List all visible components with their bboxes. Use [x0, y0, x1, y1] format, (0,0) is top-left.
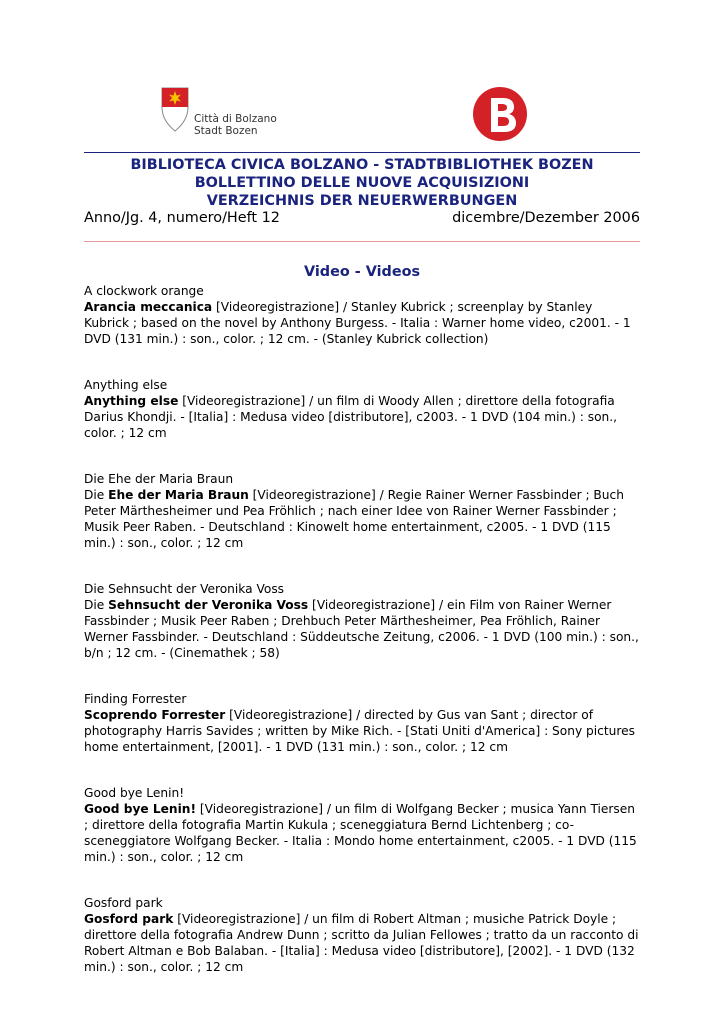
title-prefix: Die: [84, 488, 109, 502]
entry-description: [84, 707, 640, 755]
list-item: [84, 377, 640, 441]
original-title: Gosford park: [84, 896, 163, 910]
city-name-german: Stadt Bozen: [194, 125, 258, 137]
list-item: [84, 471, 640, 551]
entry-description: [84, 487, 640, 551]
entry-title: Gosford park: [84, 912, 174, 926]
entry-details: [Videoregistrazione] / Stanley Kubrick ; screenplay by Stanley Kubrick ; based on the novel by Anthony Burgess. - Italia : Warner home video, c2001. - 1 DVD (131 min.) : son., color. ; 12 cm. - (Stanley Kubrick collection): [84, 300, 631, 346]
entry-details: [Videoregistrazione] / ein Film von Rainer Werner Fassbinder ; Musik Peer Raben ; Drehbuch Peter Märthesheimer, Pea Fröhlich, Rainer Werner Fassbinder. - Deutschland : Süddeutsche Zeitung, c2006. - 1 DVD (100 min.) : son., b/n ; 12 cm. - (Cinemathek ; 58): [84, 598, 639, 660]
original-title: Die Ehe der Maria Braun: [84, 472, 234, 486]
entry-description: [84, 393, 640, 441]
city-logo: [158, 85, 298, 140]
original-title: Die Sehnsucht der Veronika Voss: [84, 582, 285, 596]
original-title: Finding Forrester: [84, 692, 187, 706]
issue-number: Anno/Jg. 4, numero/Heft 12: [84, 210, 280, 226]
entry-title: Anything else: [84, 394, 179, 408]
entry-details: [Videoregistrazione] / un film di Woody Allen ; direttore della fotografia Darius Khondji. - [Italia] : Medusa video [distributore], c2003. - 1 DVD (104 min.) : son., color. ; 12 cm: [84, 394, 618, 440]
header-top-rule: [84, 152, 640, 153]
library-logo: [472, 86, 528, 142]
library-b-logo-icon: [472, 86, 528, 142]
list-item: [84, 283, 640, 347]
header-bottom-rule: [84, 241, 640, 242]
city-shield-icon: [158, 85, 192, 133]
entry-details: [Videoregistrazione] / un film di Wolfgang Becker ; musica Yann Tiersen ; direttore della fotografia Martin Kukula ; sceneggiatura Bernd Lichtenberg ; co-sceneggiatore Wolfgang Becker. - Italia : Mondo home entertainment, c2005. - 1 DVD (115 min.) : son., color. ; 12 cm: [84, 802, 637, 864]
original-title: Anything else: [84, 378, 168, 392]
entry-title: Scoprendo Forrester: [84, 708, 226, 722]
issue-date: dicembre/Dezember 2006: [452, 210, 640, 226]
entry-description: [84, 801, 640, 865]
list-item: [84, 581, 640, 661]
entry-title: Sehnsucht der Veronika Voss: [108, 598, 309, 612]
original-title: A clockwork orange: [84, 284, 204, 298]
section-title: Video - Videos: [303, 264, 421, 280]
entry-title: Ehe der Maria Braun: [108, 488, 249, 502]
entry-title: Good bye Lenin!: [84, 802, 197, 816]
list-item: [84, 785, 640, 865]
entry-list: [84, 283, 640, 975]
entry-description: [84, 911, 640, 975]
header-title-verzeichnis: VERZEICHNIS DER NEUERWERBUNGEN: [206, 193, 518, 209]
entry-title: Arancia meccanica: [84, 300, 213, 314]
header-title-bulletin: BOLLETTINO DELLE NUOVE ACQUISIZIONI: [194, 175, 530, 191]
city-name-italian: Città di Bolzano: [194, 113, 277, 125]
header-title-library: BIBLIOTECA CIVICA BOLZANO - STADTBIBLIOTHEK BOZEN: [130, 157, 594, 173]
entry-details: [Videoregistrazione] / Regie Rainer Werner Fassbinder ; Buch Peter Märthesheimer und Pea Fröhlich ; nach einer Idee von Rainer Werner Fassbinder ; Musik Peer Raben. - Deutschland : Kinowelt home entertainment, c2005. - 1 DVD (115 min.) : son., color. ; 12 cm: [84, 488, 624, 550]
entry-description: [84, 597, 640, 661]
entry-details: [Videoregistrazione] / directed by Gus van Sant ; director of photography Harris Savides ; written by Mike Rich. - [Stati Uniti d'America] : Sony pictures home entertainment, [2001]. - 1 DVD (131 min.) : son., color. ; 12 cm: [84, 708, 635, 754]
list-item: [84, 895, 640, 975]
list-item: [84, 691, 640, 755]
title-prefix: Die: [84, 598, 109, 612]
original-title: Good bye Lenin!: [84, 786, 185, 800]
entry-description: [84, 299, 640, 347]
entry-details: [Videoregistrazione] / un film di Robert Altman ; musiche Patrick Doyle ; direttore della fotografia Andrew Dunn ; scritto da Julian Fellowes ; tratto da un racconto di Robert Altman e Bob Balaban. - [Italia] : Medusa video [distributore], [2002]. - 1 DVD (132 min.) : son., color. ; 12 cm: [84, 912, 639, 974]
